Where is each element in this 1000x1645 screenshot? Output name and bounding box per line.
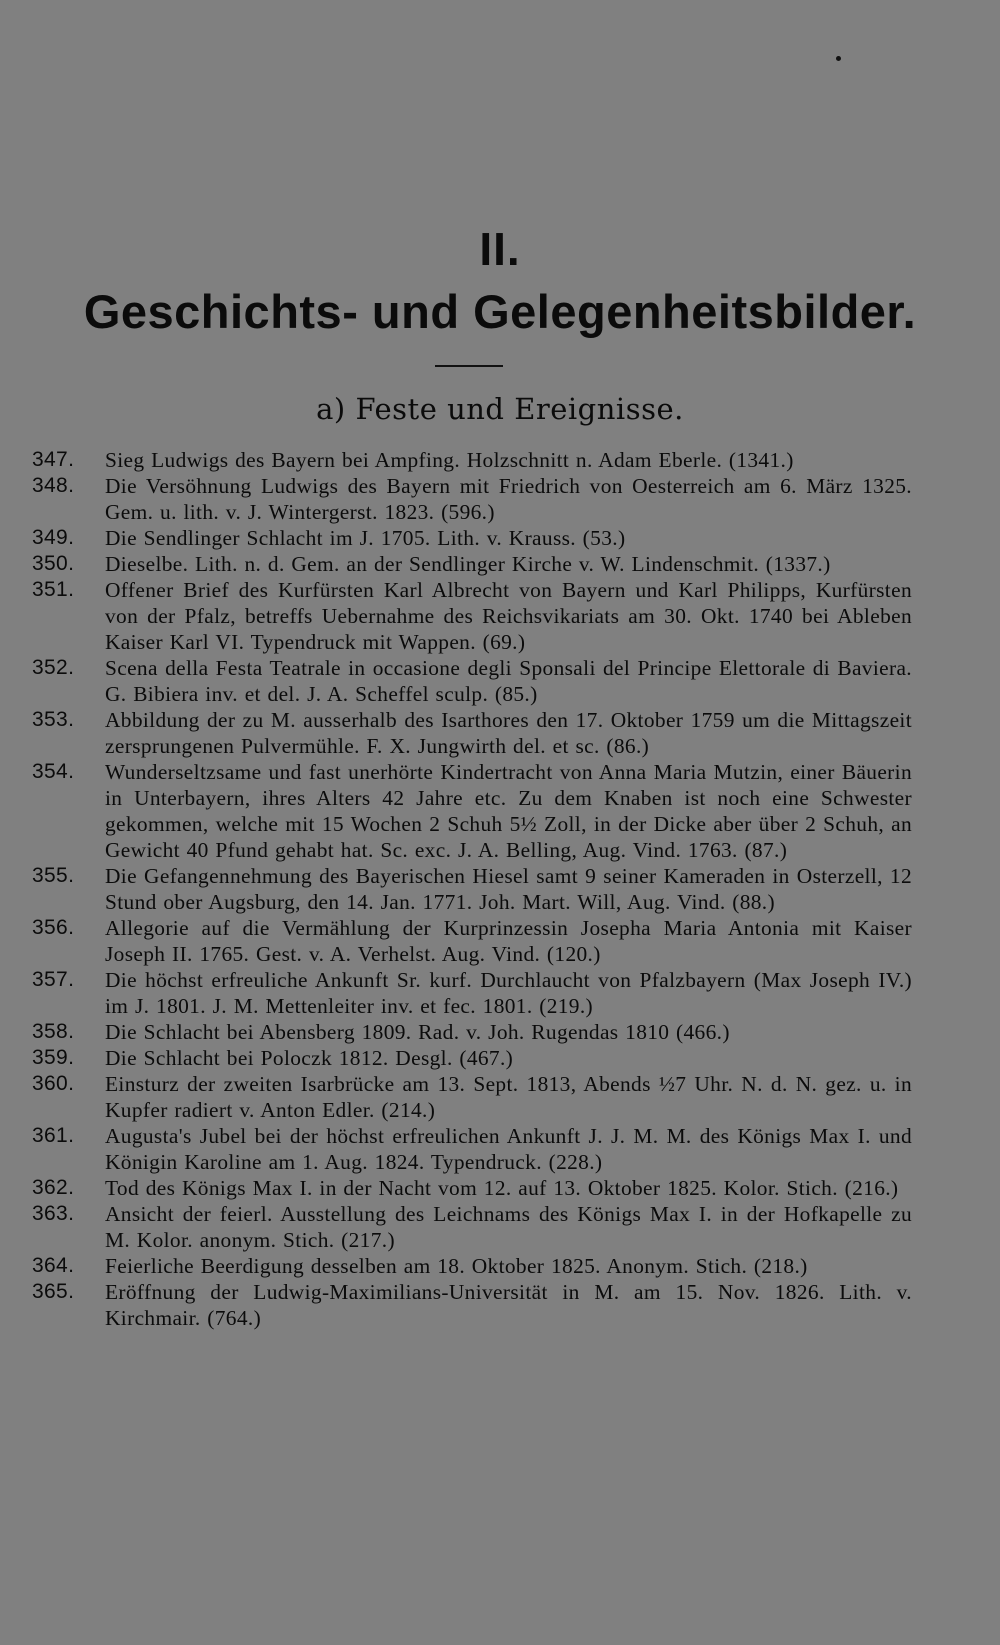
entry-number: 347.: [32, 448, 75, 471]
catalog-entry: [32, 447, 912, 473]
entry-number: 350.: [32, 552, 75, 575]
catalog-entry: [32, 863, 912, 915]
entry-text: Die Gefangennehmung des Bayerischen Hiesel samt 9 seiner Kameraden in Osterzell, 12 Stund ober Augsburg, den 14. Jan. 1771. Joh. Mart. Will, Aug. Vind. (88.): [105, 864, 912, 914]
entry-text: Die Sendlinger Schlacht im J. 1705. Lith. v. Krauss. (53.): [105, 526, 626, 550]
entry-number: 362.: [32, 1176, 75, 1199]
entry-number: 364.: [32, 1254, 75, 1277]
entry-text: Feierliche Beerdigung desselben am 18. Oktober 1825. Anonym. Stich. (218.): [105, 1254, 808, 1278]
entry-number: 352.: [32, 656, 75, 679]
catalog-entry: [32, 1045, 912, 1071]
entry-number: 365.: [32, 1280, 75, 1303]
entry-number: 360.: [32, 1072, 75, 1095]
entry-text: Die Versöhnung Ludwigs des Bayern mit Friedrich von Oesterreich am 6. März 1325. Gem. u. lith. v. J. Wintergerst. 1823. (596.): [105, 474, 912, 524]
entry-number: 354.: [32, 760, 75, 783]
catalog-entry: [32, 1071, 912, 1123]
part-title: Geschichts- und Gelegenheitsbilder.: [83, 285, 917, 338]
entry-number: 357.: [32, 968, 75, 991]
catalog-entry: [32, 915, 912, 967]
entry-text: Tod des Königs Max I. in der Nacht vom 12. auf 13. Oktober 1825. Kolor. Stich. (216.): [105, 1176, 899, 1200]
catalog-entry: [32, 1201, 912, 1253]
entry-text: Ansicht der feierl. Ausstellung des Leichnams des Königs Max I. in der Hofkapelle zu M. Kolor. anonym. Stich. (217.): [105, 1202, 912, 1252]
catalog-entry: [32, 1253, 912, 1279]
entry-text: Offener Brief des Kurfürsten Karl Albrecht von Bayern und Karl Philipps, Kurfürsten von der Pfalz, betreffs Uebernahme des Reichsvikariats am 30. Okt. 1740 bei Ableben Kaiser Karl VI. Typendruck mit Wappen. (69.): [105, 578, 912, 654]
entry-number: 356.: [32, 916, 75, 939]
entry-text: Die höchst erfreuliche Ankunft Sr. kurf. Durchlaucht von Pfalzbayern (Max Joseph IV.) im J. 1801. J. M. Mettenleiter inv. et fec. 1801. (219.): [105, 968, 912, 1018]
catalog-entry: [32, 1279, 912, 1331]
entry-text: Wunderseltzsame und fast unerhörte Kindertracht von Anna Maria Mutzin, einer Bäuerin in Unterbayern, ihres Alters 42 Jahre etc. Zu dem Knaben ist noch eine Schwester gekommen, welche mit 15 Wochen 2 Schuh 5½ Zoll, in der Dicke aber über 2 Schuh, an Gewicht 40 Pfund gehabt hat. Sc. exc. J. A. Belling, Aug. Vind. 1763. (87.): [105, 760, 912, 862]
part-number: II.: [479, 223, 521, 275]
entry-text: Sieg Ludwigs des Bayern bei Ampfing. Holzschnitt n. Adam Eberle. (1341.): [105, 448, 794, 472]
entry-text: Abbildung der zu M. ausserhalb des Isarthores den 17. Oktober 1759 um die Mittagszeit zersprungenen Pulvermühle. F. X. Jungwirth del. et sc. (86.): [105, 708, 912, 758]
entry-number: 351.: [32, 578, 75, 601]
catalog-entry: [32, 967, 912, 1019]
entry-number: 349.: [32, 526, 75, 549]
entry-number: 358.: [32, 1020, 75, 1043]
catalog-entry: [32, 551, 912, 577]
entry-text: Allegorie auf die Vermählung der Kurprinzessin Josepha Maria Antonia mit Kaiser Joseph II. 1765. Gest. v. A. Verhelst. Aug. Vind. (120.): [105, 916, 912, 966]
catalog-entry: [32, 1175, 912, 1201]
entry-text: Scena della Festa Teatrale in occasione degli Sponsali del Principe Elettorale di Baviera. G. Bibiera inv. et del. J. A. Scheffel sculp. (85.): [105, 656, 912, 706]
entry-text: Eröffnung der Ludwig-Maximilians-Universität in M. am 15. Nov. 1826. Lith. v. Kirchmair. (764.): [105, 1280, 912, 1330]
entry-number: 363.: [32, 1202, 75, 1225]
entry-number: 355.: [32, 864, 75, 887]
entry-number: 348.: [32, 474, 75, 497]
entry-number: 359.: [32, 1046, 75, 1069]
entry-text: Einsturz der zweiten Isarbrücke am 13. Sept. 1813, Abends ½7 Uhr. N. d. N. gez. u. in Kupfer radiert v. Anton Edler. (214.): [105, 1072, 912, 1122]
entry-text: Augusta's Jubel bei der höchst erfreulichen Ankunft J. J. M. M. des Königs Max I. und Königin Karoline am 1. Aug. 1824. Typendruck. (228.): [105, 1124, 912, 1174]
print-speck: [836, 56, 841, 61]
catalog-entry: [32, 759, 912, 863]
entry-text: Dieselbe. Lith. n. d. Gem. an der Sendlinger Kirche v. W. Lindenschmit. (1337.): [105, 552, 831, 576]
catalog-entry: [32, 473, 912, 525]
entry-text: Die Schlacht bei Abensberg 1809. Rad. v. Joh. Rugendas 1810 (466.): [105, 1020, 730, 1044]
catalog-entry: [32, 1123, 912, 1175]
catalog-entry: [32, 525, 912, 551]
catalog-entry-list: [32, 447, 912, 1331]
title-divider: [435, 365, 503, 367]
entry-number: 353.: [32, 708, 75, 731]
subsection-title: a) Feste und Ereignisse.: [316, 392, 684, 426]
catalog-entry: [32, 1019, 912, 1045]
catalog-entry: [32, 707, 912, 759]
entry-text: Die Schlacht bei Poloczk 1812. Desgl. (467.): [105, 1046, 514, 1070]
entry-number: 361.: [32, 1124, 75, 1147]
catalog-entry: [32, 655, 912, 707]
catalog-entry: [32, 577, 912, 655]
